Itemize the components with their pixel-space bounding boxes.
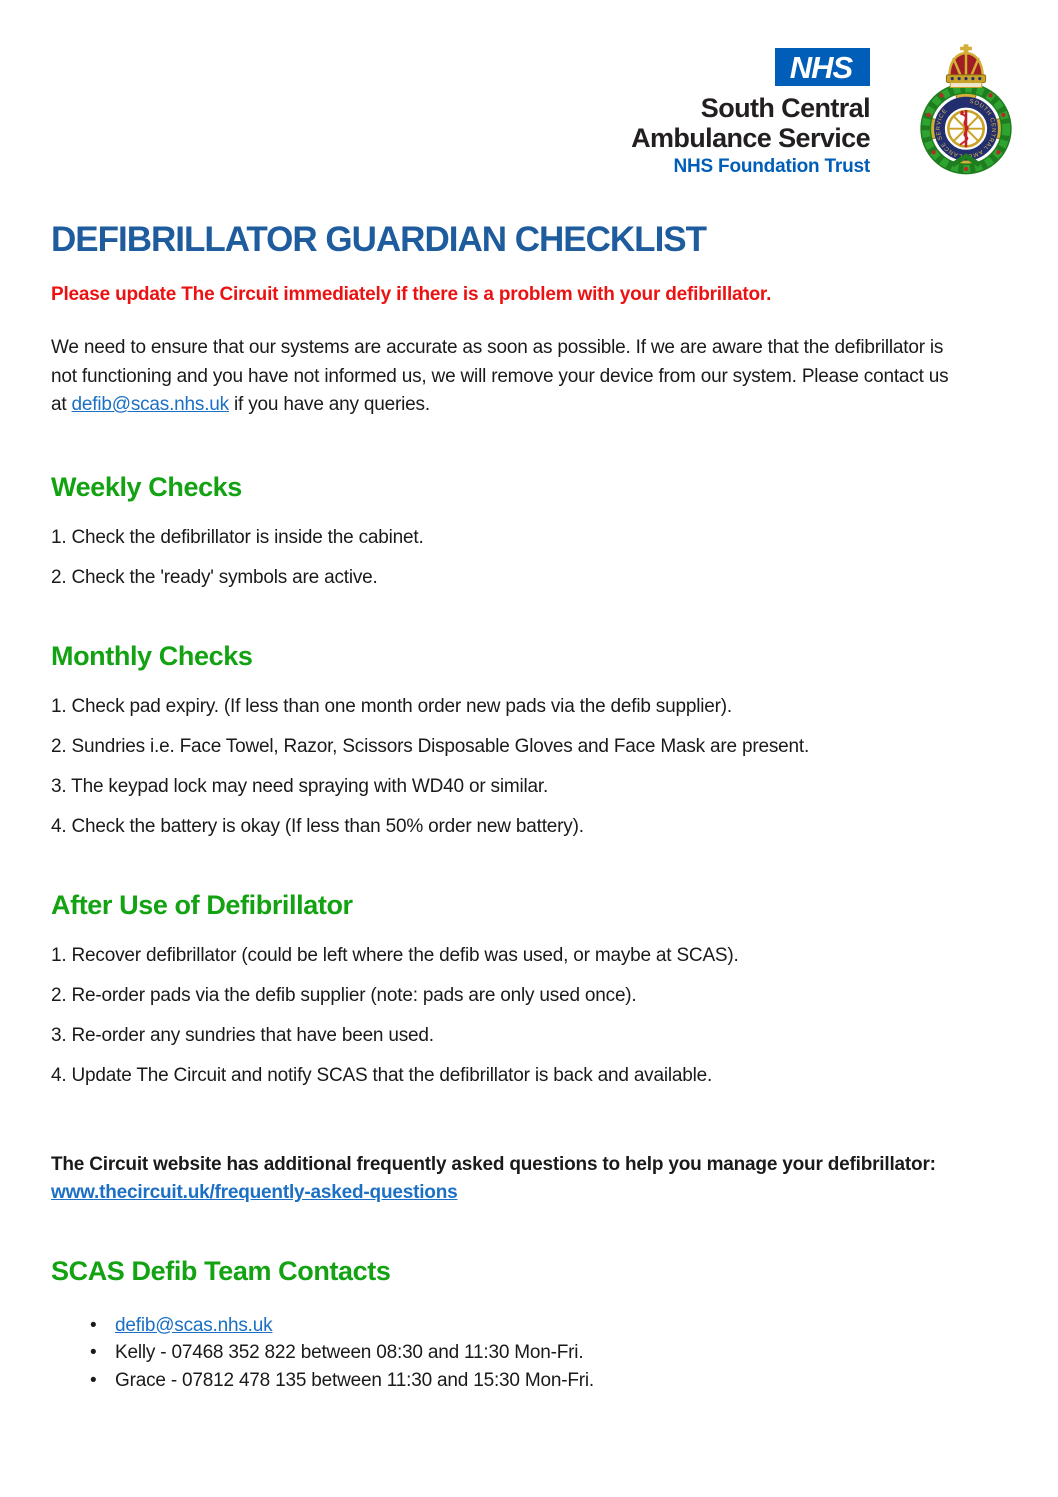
circuit-website-note [51, 1151, 951, 1208]
document-body [51, 222, 951, 1394]
intro-text-before: We need to ensure that our systems are accurate as soon as possible. If we are aware that the defibrillator is not functioning and you have not informed us, we will remove your device from our system. Please contact us at [51, 337, 949, 415]
intro-text-after: if you have any queries. [228, 394, 430, 415]
contact-item-grace: • Grace - 07812 478 135 between 11:30 and 15:30 Mon-Fri. [115, 1367, 951, 1395]
check-item: 4. Check the battery is okay (If less than 50% order new battery). [51, 815, 584, 837]
section-after-use [51, 890, 951, 1087]
monthly-checks-heading: Monthly Checks [51, 640, 253, 671]
check-item: 3. Re-order any sundries that have been used. [51, 1024, 434, 1046]
check-item: 2. Check the 'ready' symbols are active. [51, 566, 378, 588]
weekly-checks-heading: Weekly Checks [51, 471, 242, 502]
intro-paragraph [51, 334, 951, 420]
svg-text:SOUTH CENTRAL AMBULANCE SERVIC: SOUTH CENTRAL AMBULANCE SERVICE [935, 98, 997, 159]
check-item: 3. The keypad lock may need spraying with WD40 or similar. [51, 775, 549, 797]
circuit-faq-link[interactable]: www.thecircuit.uk/frequently-asked-questions [51, 1182, 458, 1203]
page-title: DEFIBRILLATOR GUARDIAN CHECKLIST [51, 220, 707, 259]
contact-list [115, 1312, 951, 1395]
check-item: 2. Re-order pads via the defib supplier (note: pads are only used once). [51, 984, 637, 1006]
nhs-logo-lockup [631, 48, 870, 177]
page-header [0, 0, 1058, 200]
check-item: 4. Update The Circuit and notify SCAS that the defibrillator is back and available. [51, 1064, 713, 1086]
check-item: 1. Check pad expiry. (If less than one month order new pads via the defib supplier). [51, 695, 732, 717]
alert-text: Please update The Circuit immediately if there is a problem with your defibrillator. [51, 284, 772, 305]
check-item: 1. Check the defibrillator is inside the cabinet. [51, 526, 424, 548]
org-name-line2: Ambulance Service [631, 123, 870, 153]
check-item: 1. Recover defibrillator (could be left where the defib was used, or maybe at SCAS). [51, 944, 739, 966]
section-monthly-checks [51, 641, 951, 838]
org-name-line1: South Central [700, 93, 870, 123]
section-contacts [51, 1256, 951, 1395]
defib-email-link[interactable]: defib@scas.nhs.uk [71, 394, 229, 415]
check-item: 2. Sundries i.e. Face Towel, Razor, Scissors Disposable Gloves and Face Mask are present. [51, 735, 810, 757]
after-use-heading: After Use of Defibrillator [51, 889, 353, 920]
nhs-logo [775, 48, 870, 86]
contact-email-link[interactable]: defib@scas.nhs.uk [115, 1314, 273, 1336]
section-weekly-checks [51, 472, 951, 589]
scas-crest-icon [912, 40, 1020, 185]
contact-item-kelly: • Kelly - 07468 352 822 between 08:30 and 11:30 Mon-Fri. [115, 1339, 951, 1367]
nhs-foundation-trust-label: NHS Foundation Trust [673, 156, 870, 177]
contact-item-email [115, 1312, 951, 1340]
nhs-logo-text: NHS [789, 49, 853, 85]
contacts-heading: SCAS Defib Team Contacts [51, 1255, 391, 1286]
note-text: The Circuit website has additional frequently asked questions to help you manage your defibrillator: [51, 1153, 936, 1175]
